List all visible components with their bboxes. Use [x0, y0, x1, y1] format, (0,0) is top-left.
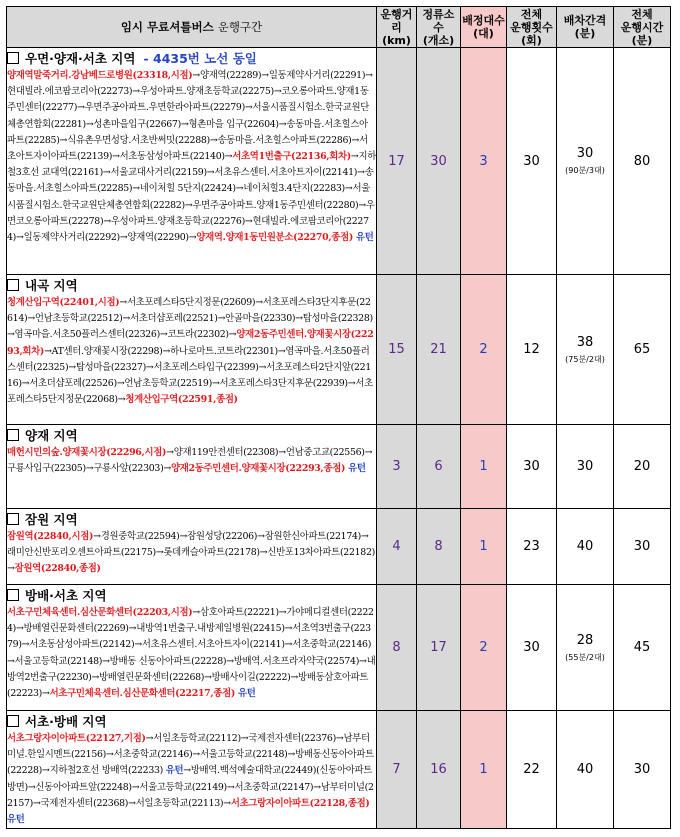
stop-segment: →경원중학교(22594)→잠원성당(22206)→잠원한신아파트(22174)→래미안신반포리오센트아파트(22175)→롯데캐슬아파트(22178)→신반포13차아파트(22182)→: [7, 531, 375, 575]
time-cell: [614, 48, 671, 275]
region-title: [7, 512, 376, 528]
interval-cell: [557, 48, 614, 275]
buses-cell: [461, 509, 507, 585]
stop-segment: 서초역1번출구(22136,회차): [232, 151, 351, 163]
buses-cell: [461, 275, 507, 425]
trips-cell-value: 12: [523, 342, 540, 357]
stop-segment: 유턴: [7, 814, 25, 826]
header-route-sub: 운행구간: [217, 19, 263, 34]
trips-cell-value: 22: [523, 762, 540, 778]
route-cell: [7, 275, 377, 425]
distance-cell-value: 17: [388, 153, 405, 169]
time-cell: [614, 711, 671, 829]
route-cell: [7, 48, 377, 275]
buses-cell: [461, 711, 507, 829]
interval-cell-value: 30: [576, 146, 594, 161]
interval-cell: [557, 275, 614, 425]
header-distance: [377, 7, 417, 48]
stop-list: [7, 445, 376, 477]
route-row: [7, 275, 671, 425]
stops-cell: [417, 585, 461, 711]
header-trips-text: 전체 운행횟수 (회): [510, 7, 553, 47]
buses-cell: [461, 48, 507, 275]
time-cell: [614, 425, 671, 509]
stop-segment: →지하철3호선 교대역(22161)→서울교대사거리(22159)→서초유스센터.서초아트자이(22141)→송동마을.서초힐스아파트(22285)→네이처힐 5단지(22424)→네이처힐3.4단지(22283)→서울시품질시험소.한국교원단체총연합회(22282)→우면주공아파트.양재1동주민센터(22280)→우면코오롱아파트(22278)→우성아파트.양재초등학교(22276)→현대빌라.에코팜코리아(22274)→일동제약사거리(22292)→양재역(22290)→: [7, 151, 376, 244]
header-time: [614, 7, 671, 48]
buses-cell-value: 1: [479, 539, 488, 554]
stop-list: [7, 731, 376, 828]
checkbox-icon: [7, 279, 19, 291]
distance-cell: [377, 425, 417, 509]
stops-cell-value: 16: [430, 762, 447, 778]
stops-cell: [417, 275, 461, 425]
trips-cell-value: 30: [523, 153, 540, 169]
distance-cell: [377, 509, 417, 585]
stop-segment: 양재역.양재1동민원분소(22270,종점): [196, 232, 353, 244]
header-time-text: 전체 운행시간 (분): [620, 7, 664, 47]
time-cell: [614, 509, 671, 585]
time-cell: [614, 585, 671, 711]
header-stops: [417, 7, 461, 48]
stop-segment: 청계산입구역(22591,종점): [125, 394, 238, 406]
checkbox-icon: [7, 52, 19, 64]
route-cell: [7, 425, 377, 509]
shuttle-bus-table: [6, 6, 671, 829]
stop-list: [7, 295, 376, 408]
time-cell-value: 30: [633, 539, 651, 554]
route-row: [7, 509, 671, 585]
interval-cell-value: 38: [576, 334, 594, 350]
interval-sub: (75분/2대): [565, 354, 605, 364]
time-cell: [614, 275, 671, 425]
stop-segment: 유턴: [345, 463, 366, 475]
stop-segment: →서일초등학교(22112)→국제전자센터(22376)→남부터미널.한일시멘트(22156)→서초중학교(22146)→서울고등학교(22148)→방배동신동아아파트(22228)→지하철2호선 방배역(22233): [7, 733, 374, 777]
stop-segment: 잠원역(22840,시점): [7, 531, 94, 542]
header-route-title: 임시 무료셔틀버스: [120, 19, 214, 34]
stops-cell: [417, 425, 461, 509]
stop-segment: →방배역.백석예술대학교(22449)(신동아아파트방면)→신동아아파트앞(22248)→서울고등학교(22149)→서초중학교(22147)→남부터미널(22157)→국제전자센터(22368)→서일초등학교(22113)→: [7, 765, 374, 809]
trips-cell-value: 23: [523, 539, 540, 554]
header-buses: [461, 7, 507, 48]
route-row: [7, 48, 671, 275]
time-cell-value: 30: [633, 762, 651, 778]
buses-cell: [461, 425, 507, 509]
stops-cell-value: 6: [434, 459, 443, 474]
route-cell: [7, 585, 377, 711]
checkbox-icon: [7, 715, 19, 727]
trips-cell: [507, 509, 557, 585]
stop-segment: →양재119안전센터(22308)→언남중고교(22556)→구룡사입구(22305)→구룡사앞(22303)→: [7, 447, 373, 475]
region-name: 방배·서초 지역: [25, 588, 107, 603]
distance-cell: [377, 275, 417, 425]
checkbox-icon: [7, 429, 19, 441]
region-title: [7, 428, 376, 444]
trips-cell: [507, 711, 557, 829]
route-row: [7, 711, 671, 829]
distance-cell: [377, 711, 417, 829]
region-title: [7, 51, 376, 67]
interval-cell-value: 40: [576, 539, 594, 554]
interval-cell: [557, 711, 614, 829]
region-name: 잠원 지역: [25, 512, 78, 527]
distance-cell: [377, 585, 417, 711]
header-buses-text: 배정대수 (대): [462, 14, 505, 40]
time-cell-value: 20: [633, 459, 651, 474]
distance-cell-value: 15: [388, 342, 405, 357]
buses-cell-value: 3: [479, 153, 488, 169]
header-route: [7, 7, 377, 48]
checkbox-icon: [7, 589, 19, 601]
header-trips: [507, 7, 557, 48]
header-interval-text: 배차간격 (분): [563, 14, 607, 40]
buses-cell: [461, 585, 507, 711]
trips-cell: [507, 585, 557, 711]
route-cell: [7, 509, 377, 585]
route-row: [7, 585, 671, 711]
interval-cell: [557, 425, 614, 509]
stop-segment: 매헌시민의숲.양재꽃시장(22296,시점): [7, 447, 167, 458]
stop-segment: →양재역(22289)→일동제약사거리(22291)→현대빌라.에코팜코리아(22273)→우성아파트.양재초등학교(22275)→코오롱아파트.양재1동주민센터(22277)→우면주공아파트.우면한라아파트(22279)→서울시품질시험소.한국교원단체총연합회(22281)→성촌마을입구(22667)→형촌마을 입구(22604)→송동마을.서초힐스아파트(22285)→식유촌우면성당.서초반써밋(22288)→송동마을.서초힐스아파트(22286)→서초아트자이아파트(22139)→서초동삼성아파트(22140)→: [7, 70, 373, 163]
stop-segment: 청계산입구역(22401,시점): [7, 297, 120, 308]
region-name: 내곡 지역: [25, 278, 78, 293]
time-cell-value: 45: [633, 640, 651, 655]
header-row: [7, 7, 671, 48]
distance-cell-value: 4: [392, 539, 401, 554]
stop-segment: 서초구민체육센터.심산문화센터(22217,종점): [49, 688, 236, 700]
interval-sub: (90분/3대): [565, 166, 605, 175]
header-distance-text: 운행거리 (km): [380, 7, 413, 47]
region-title: [7, 278, 376, 294]
stops-cell: [417, 48, 461, 275]
interval-sub: (55분/2대): [565, 652, 605, 662]
stop-list: [7, 605, 376, 702]
stop-segment: 서초그랑자이아파트(22128,종점): [230, 797, 370, 809]
buses-cell-value: 1: [479, 459, 488, 474]
trips-cell: [507, 48, 557, 275]
interval-cell: [557, 509, 614, 585]
stop-segment: →AT센터.양재꽃시장(22298)→하나로마트.코트라(22301)→염곡마을.서초50플러스센터(22325)→탑성마을(22327)→서초포레스타입구(22399)→서초포레스타2단지앞(22116)→서초더샵포레(22526)→언남초등학교(22519)→서초포레스타3단지후문(22939)→서초포레스타5단지정문(22068)→: [7, 345, 373, 406]
stop-segment: 양재2동주민센터.양재꽃시장(22293,종점): [171, 463, 346, 475]
stop-segment: 유턴: [165, 765, 184, 777]
region-name: 서초·방배 지역: [25, 714, 107, 729]
distance-cell-value: 7: [392, 762, 401, 778]
region-title: [7, 714, 376, 730]
trips-cell-value: 30: [523, 459, 540, 474]
trips-cell: [507, 425, 557, 509]
stops-cell-value: 8: [434, 539, 443, 554]
stop-segment: →서초포레스타5단지정문(22609)→서초포레스타3단지후문(22614)→언남초등학교(22512)→서초더샵포레(22521)→안골마을(22330)→탑성마을(22328)→염곡마을.서초50플러스센터(22326)→코트라(22302)→: [7, 297, 373, 341]
stop-segment: 서초구민체육센터.심산문화센터(22203,시점): [7, 607, 193, 618]
stop-segment: 잠원역(22840,종점): [14, 563, 101, 575]
buses-cell-value: 2: [479, 342, 488, 357]
distance-cell-value: 8: [392, 640, 401, 655]
header-stops-text: 정류소 수 (개소): [422, 7, 455, 47]
stops-cell: [417, 509, 461, 585]
stops-cell: [417, 711, 461, 829]
route-row: [7, 425, 671, 509]
stop-list: [7, 529, 376, 578]
stop-segment: →삼호아파트(22221)→가야메디컬센터(22224)→방배열린문화센터(22269)→내방역1번출구.내방제일병원(22415)→서초역3번출구(22379)→서초동삼성아파트(22142)→서초유스센터.서초아트자이(22141)→서초중학교(22146)→서울고등학교(22148)→방배동 신동아아파트(22228)→방배역.서초프라자약국(22574)→내방역2번출구(22230)→방배열린문화센터(22268)→방배사이길(22222)→방배동삼호아파트(22223)→: [7, 607, 376, 700]
stop-list: [7, 68, 376, 246]
stop-segment: 서초그랑자이아파트(22127,기점): [7, 733, 146, 744]
stop-segment: 유턴: [352, 232, 374, 244]
stop-segment: 양재역말죽거리.강남베드로병원(23318,시점): [7, 70, 193, 81]
stops-cell-value: 17: [430, 640, 447, 655]
region-note: - 4435번 노선 동일: [143, 51, 257, 66]
time-cell-value: 80: [633, 153, 651, 169]
trips-cell: [507, 275, 557, 425]
stop-segment: 양재2동주민센터.양재꽃시장(22293,회차): [7, 329, 374, 357]
region-name: 양재 지역: [25, 428, 78, 443]
interval-cell-value: 28: [576, 632, 594, 648]
region-name: 우면·양재·서초 지역: [25, 51, 136, 66]
region-title: [7, 588, 376, 604]
stops-cell-value: 30: [430, 153, 447, 169]
stop-segment: 유턴: [235, 688, 256, 700]
interval-cell-value: 40: [576, 762, 594, 778]
route-cell: [7, 711, 377, 829]
time-cell-value: 65: [633, 342, 651, 357]
interval-cell-value: 30: [576, 459, 594, 474]
distance-cell-value: 3: [392, 459, 401, 474]
header-interval: [557, 7, 614, 48]
stops-cell-value: 21: [430, 342, 447, 357]
distance-cell: [377, 48, 417, 275]
buses-cell-value: 2: [479, 640, 488, 655]
trips-cell-value: 30: [523, 640, 540, 655]
buses-cell-value: 1: [479, 762, 488, 778]
interval-cell: [557, 585, 614, 711]
checkbox-icon: [7, 513, 19, 525]
